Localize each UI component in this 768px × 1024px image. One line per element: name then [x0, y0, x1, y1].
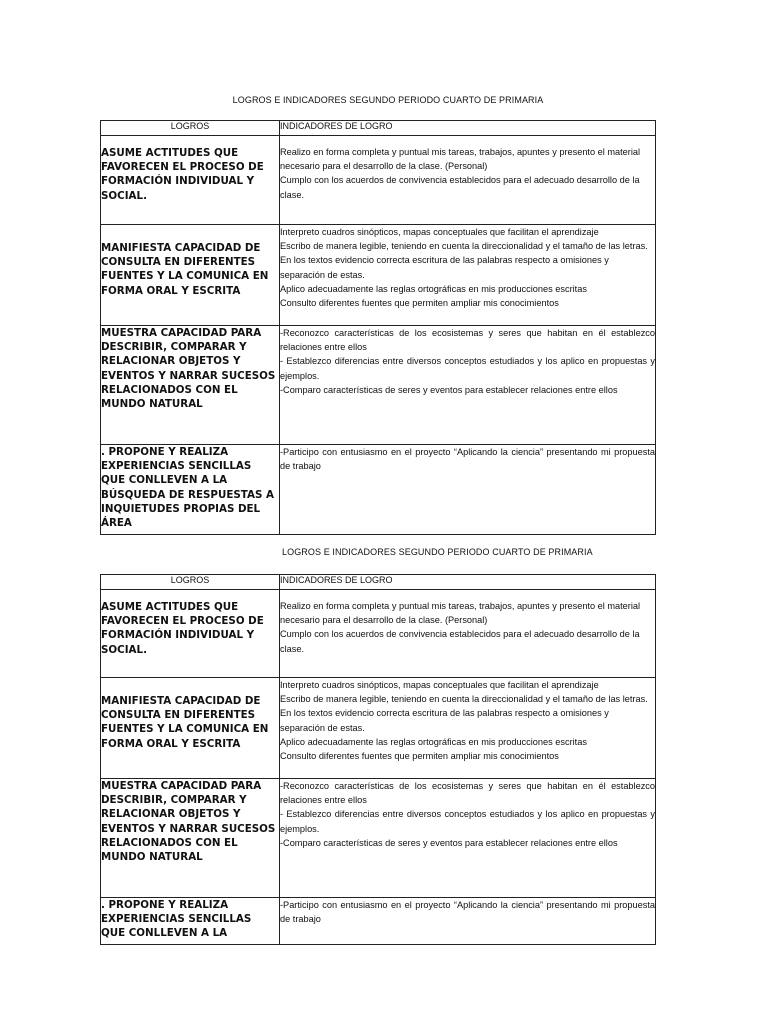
logro-cell: . PROPONE Y REALIZA EXPERIENCIAS SENCILLAS QUE CONLLEVEN A LA BÚSQUEDA DE RESPUESTAS A INQUIETUDES PROPIAS DEL ÁREA	[101, 445, 280, 535]
indicadores-cell	[280, 225, 656, 326]
indicador-text: -Reconozco características de los ecosistemas y seres que habitan en él establezco relaciones entre ellos	[280, 781, 655, 806]
indicadores-cell	[280, 590, 656, 678]
indicadores-cell	[280, 445, 656, 535]
indicador-text: -Reconozco características de los ecosistemas y seres que habitan en él establezco relaciones entre ellos	[280, 328, 655, 353]
indicadores-cell	[280, 779, 656, 898]
indicador-text: - Establezco diferencias entre diversos conceptos estudiados y los aplico en propuestas y ejemplos.	[280, 356, 655, 381]
indicador-text: -Comparo características de seres y eventos para establecer relaciones entre ellos	[280, 384, 618, 395]
table-row	[101, 779, 656, 898]
indicador-text: - Establezco diferencias entre diversos conceptos estudiados y los aplico en propuestas y ejemplos.	[280, 809, 655, 834]
indicador-text: Cumplo con los acuerdos de convivencia establecidos para el adecuado desarrollo de la clase.	[280, 629, 640, 654]
indicador-text: Escribo de manera legible, teniendo en cuenta la direccionalidad y el tamaño de las letras.	[280, 241, 648, 252]
indicador-text: En los textos evidencio correcta escritura de las palabras respecto a omisiones y separación de estas.	[280, 708, 609, 733]
indicadores-cell	[280, 898, 656, 945]
logro-cell: MANIFIESTA CAPACIDAD DE CONSULTA EN DIFERENTES FUENTES Y LA COMUNICA EN FORMA ORAL Y ESCRITA	[101, 225, 280, 326]
logro-cell: MUESTRA CAPACIDAD PARA DESCRIBIR, COMPARAR Y RELACIONAR OBJETOS Y EVENTOS Y NARRAR SUCESOS RELACIONADOS CON EL MUNDO NATURAL	[101, 779, 280, 898]
indicadores-cell	[280, 136, 656, 225]
indicador-text: Realizo en forma completa y puntual mis tareas, trabajos, apuntes y presento el material necesario para el desarrollo de la clase. (Personal)	[280, 147, 641, 172]
indicador-text: Interpreto cuadros sinópticos, mapas conceptuales que facilitan el aprendizaje	[280, 227, 599, 237]
logros-table	[100, 574, 656, 945]
indicador-text: En los textos evidencio correcta escritura de las palabras respecto a omisiones y separación de estas.	[280, 255, 609, 280]
indicador-text: -Participo con entusiasmo en el proyecto “Aplicando la ciencia” presentando mi propuesta de trabajo	[280, 447, 655, 472]
indicador-text: Escribo de manera legible, teniendo en cuenta la direccionalidad y el tamaño de las letras.	[280, 694, 648, 705]
table-row	[101, 136, 656, 225]
logros-table	[100, 120, 656, 535]
indicador-text: Aplico adecuadamente las reglas ortográficas en mis producciones escritas	[280, 736, 587, 747]
indicador-text: Realizo en forma completa y puntual mis tareas, trabajos, apuntes y presento el material necesario para el desarrollo de la clase. (Personal)	[280, 601, 641, 626]
table-row	[101, 445, 656, 535]
logro-cell: . PROPONE Y REALIZA EXPERIENCIAS SENCILLAS QUE CONLLEVEN A LA	[101, 898, 280, 945]
indicador-text: -Participo con entusiasmo en el proyecto “Aplicando la ciencia” presentando mi propuesta de trabajo	[280, 900, 655, 925]
logro-cell: ASUME ACTITUDES QUE FAVORECEN EL PROCESO DE FORMACIÓN INDIVIDUAL Y SOCIAL.	[101, 136, 280, 225]
document-title: LOGROS E INDICADORES SEGUNDO PERIODO CUARTO DE PRIMARIA	[232, 95, 544, 105]
indicadores-cell	[280, 678, 656, 779]
indicador-text: Aplico adecuadamente las reglas ortográficas en mis producciones escritas	[280, 283, 587, 294]
column-header-indicadores: INDICADORES DE LOGRO	[280, 575, 656, 590]
indicador-text: Consulto diferentes fuentes que permiten ampliar mis conocimientos	[280, 298, 559, 309]
column-header-indicadores: INDICADORES DE LOGRO	[280, 121, 656, 136]
indicador-text: Consulto diferentes fuentes que permiten ampliar mis conocimientos	[280, 751, 559, 762]
logro-cell: MANIFIESTA CAPACIDAD DE CONSULTA EN DIFERENTES FUENTES Y LA COMUNICA EN FORMA ORAL Y ESCRITA	[101, 678, 280, 779]
logro-cell: MUESTRA CAPACIDAD PARA DESCRIBIR, COMPARAR Y RELACIONAR OBJETOS Y EVENTOS Y NARRAR SUCESOS RELACIONADOS CON EL MUNDO NATURAL	[101, 326, 280, 445]
column-header-logros: LOGROS	[101, 121, 280, 136]
table-row	[101, 326, 656, 445]
table-row	[101, 225, 656, 326]
indicadores-cell	[280, 326, 656, 445]
document-title: LOGROS E INDICADORES SEGUNDO PERIODO CUARTO DE PRIMARIA	[282, 547, 593, 557]
column-header-logros: LOGROS	[101, 575, 280, 590]
indicador-text: -Comparo características de seres y eventos para establecer relaciones entre ellos	[280, 837, 618, 848]
indicador-text: Cumplo con los acuerdos de convivencia establecidos para el adecuado desarrollo de la clase.	[280, 175, 640, 200]
table-row	[101, 678, 656, 779]
table-header-row	[101, 575, 656, 590]
indicador-text: Interpreto cuadros sinópticos, mapas conceptuales que facilitan el aprendizaje	[280, 680, 599, 690]
table-header-row	[101, 121, 656, 136]
table-row	[101, 898, 656, 945]
logro-cell: ASUME ACTITUDES QUE FAVORECEN EL PROCESO DE FORMACIÓN INDIVIDUAL Y SOCIAL.	[101, 590, 280, 678]
table-row	[101, 590, 656, 678]
